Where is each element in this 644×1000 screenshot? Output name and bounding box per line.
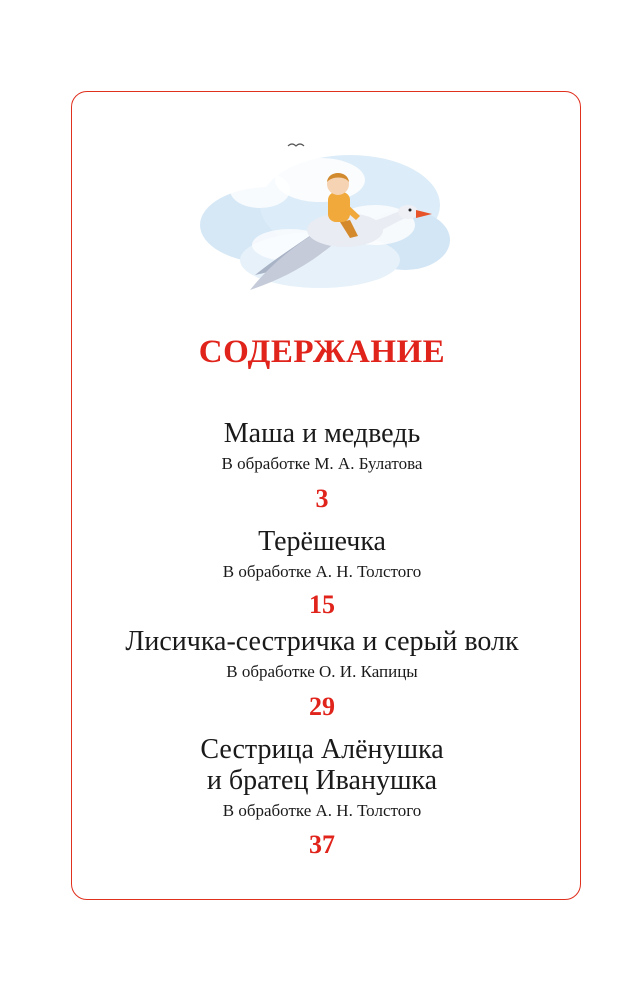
story-title: Лисичка-сестричка и серый волк	[125, 626, 519, 657]
story-title-line2: и братец Иванушка	[206, 765, 438, 796]
page-number[interactable]: 37	[309, 830, 335, 859]
story-adaptation: В обработке А. Н. Толстого	[222, 801, 422, 820]
story-title: Маша и медведь	[223, 418, 421, 449]
bird-icon	[288, 144, 304, 146]
story-title-line1: Сестрица Алёнушка	[200, 734, 444, 765]
story-adaptation: В обработке О. И. Капицы	[226, 662, 418, 681]
goose-head	[398, 205, 418, 219]
story-title: Терёшечка	[258, 526, 386, 557]
story-adaptation: В обработке А. Н. Толстого	[222, 562, 422, 581]
toc-entry[interactable]	[60, 526, 584, 583]
page-number[interactable]: 3	[315, 484, 329, 513]
toc-entry[interactable]	[60, 418, 584, 475]
toc-entry[interactable]	[60, 626, 584, 683]
boy-riding-goose-illustration	[200, 130, 450, 300]
contents-heading: СОДЕРЖАНИЕ	[198, 334, 446, 370]
goose-eye	[409, 209, 412, 212]
page-number[interactable]: 15	[309, 590, 335, 619]
page-number[interactable]: 29	[309, 692, 335, 721]
toc-entry[interactable]	[60, 734, 584, 822]
story-adaptation: В обработке М. А. Булатова	[221, 454, 423, 473]
